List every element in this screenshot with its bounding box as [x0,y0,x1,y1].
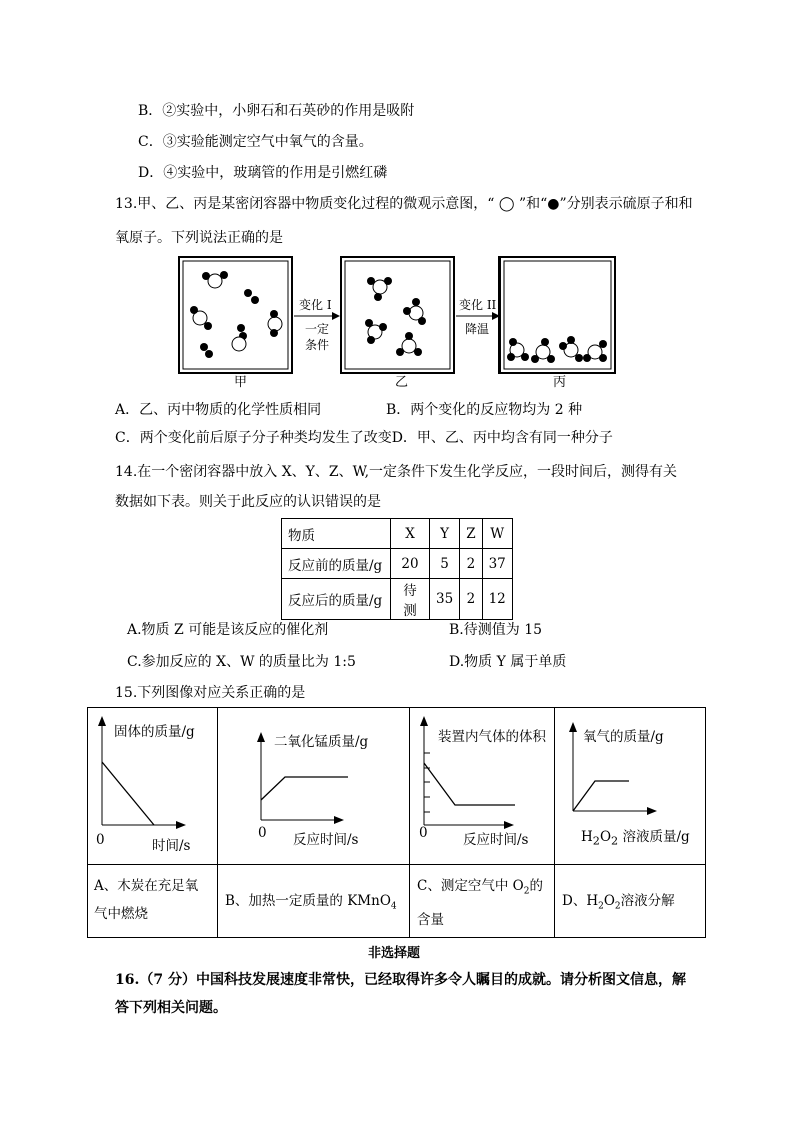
table-header-cell: Z [460,519,482,549]
table-cell: 反应后的质量/g [282,579,391,620]
change1-line2: 一定 [305,322,330,336]
q16-line2: 答下列相关问题。 [115,1000,227,1016]
graph-c-origin: 0 [419,825,428,841]
table-header-cell: W [482,519,512,549]
table-cell: 37 [482,549,512,579]
graph-b-ylabel: 二氧化锰质量/g [274,734,369,750]
caption-d: D、$H_2O_2$溶液分解 [562,893,675,912]
q12-option-d: D．④实验中，玻璃管的作用是引燃红磷 [138,165,388,181]
change2-line2: 降温 [465,322,490,336]
change2-arrow [456,312,500,320]
graph-a-xlabel: 时间/s [152,838,191,854]
change1-line3: 条件 [305,338,330,352]
box-label-jia: 甲 [234,375,248,390]
row-divider [88,864,705,865]
caption-a: A、木炭在充足氧 气中燃烧 [94,878,199,922]
q15-stem: 15.下列图像对应关系正确的是 [115,685,306,701]
q13-stem-line1: 13.甲、乙、丙是某密闭容器中物质变化过程的微观示意图，“ ◯ ”和“●”分别表示硫原子和和 [115,196,693,212]
caption-b: B、加热一定质量的 KMnO$_4$ [225,893,397,912]
section-title: 非选择题 [368,946,421,961]
box-label-bing: 丙 [553,375,567,390]
table-cell: 35 [430,579,460,620]
q14-option-a: A.物质 Z 可能是该反应的催化剂 [127,622,329,638]
table-header-cell: Y [430,519,460,549]
box-yi [341,257,454,373]
graph-a-origin: 0 [96,832,105,848]
q15-graph-table [87,707,706,938]
graph-d-ylabel: 氧气的质量/g [583,729,664,745]
q13-option-cd: C．两个变化前后原子分子种类均发生了改变D．甲、乙、丙中均含有同一种分子 [115,430,613,446]
q16-line1: 16.（7 分）中国科技发展速度非常快，已经取得许多令人瞩目的成就。请分析图文信息，解 [115,972,686,988]
box-label-yi: 乙 [395,375,409,390]
graph-c-xlabel: 反应时间/s [463,832,529,848]
change1-label: 变化 I [299,298,332,312]
graph-d-xlabel: $H_2O_2$ 溶液质量/g [581,829,690,848]
table-cell: 5 [430,549,460,579]
box-bing-frame [499,256,617,376]
q12-option-b: B．②实验中，小卵石和石英砂的作用是吸附 [138,103,415,119]
change1-arrow [294,312,340,320]
table-header-cell: 物质 [282,519,391,549]
graph-b-xlabel: 反应时间/s [293,832,359,848]
q14-stem-line1: 14.在一个密闭容器中放入 X、Y、Z、W,一定条件下发生化学反应，一段时间后，测得有关 [115,464,678,480]
change2-label: 变化 II [459,298,497,312]
graph-c-ylabel: 装置内气体的体积 [438,729,546,745]
table-cell: 待测 [391,579,430,620]
table-cell: 20 [391,549,430,579]
table-row [282,549,513,579]
graph-a-ylabel: 固体的质量/g [114,724,195,740]
caption-c: C、测定空气中 $O_2$的 含量 [417,878,543,928]
box-bing-svg [499,256,617,376]
table-header-cell: X [391,519,430,549]
table-header-row [282,519,513,549]
q14-data-table [281,518,513,620]
q14-stem-line2: 数据如下表。则关于此反应的认识错误的是 [115,494,381,510]
table-cell: 12 [482,579,512,620]
q13-option-a: A．乙、丙中物质的化学性质相同 [115,402,322,418]
reaction-diagram-svg [178,256,538,392]
graph-b-origin: 0 [258,825,267,841]
q14-option-b: B.待测值为 15 [449,622,543,638]
table-cell: 2 [460,579,482,620]
table-row [282,579,513,620]
box-jia [179,257,292,373]
q14-option-c: C.参加反应的 X、W 的质量比为 1:5 [127,654,356,670]
table-cell: 2 [460,549,482,579]
q13-option-b: B．两个变化的反应物均为 2 种 [386,402,583,418]
q14-option-d: D.物质 Y 属于单质 [449,654,567,670]
table-cell: 反应前的质量/g [282,549,391,579]
q13-stem-line2: 氧原子。下列说法正确的是 [115,230,283,246]
q12-option-c: C．③实验能测定空气中氧气的含量。 [138,134,373,150]
reaction-diagram [178,256,538,392]
